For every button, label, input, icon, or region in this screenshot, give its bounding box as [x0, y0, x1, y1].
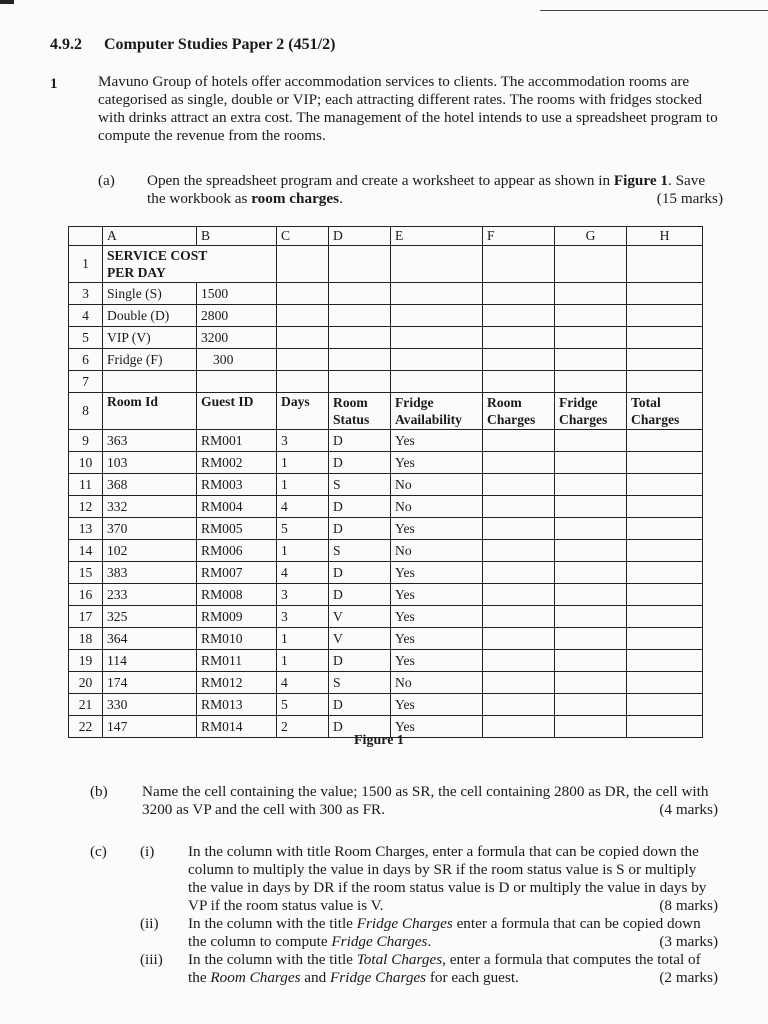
part-c-ii-marks: (3 marks) — [659, 933, 718, 950]
room-status: S — [329, 672, 391, 694]
row-number: 20 — [69, 672, 103, 694]
row-number: 1 — [69, 246, 103, 283]
room-id: 383 — [103, 562, 197, 584]
header-fridge-availability: Fridge Availability — [391, 393, 483, 430]
total-charges-cell — [627, 562, 703, 584]
room-charges-cell — [483, 452, 555, 474]
table-row — [69, 540, 703, 562]
empty-cell — [483, 246, 555, 283]
part-a-label: (a) — [98, 172, 115, 189]
header-room-status: Room Status — [329, 393, 391, 430]
guest-id: RM011 — [197, 650, 277, 672]
workbook-filename: room charges — [251, 190, 340, 207]
row-number: 10 — [69, 452, 103, 474]
table-row — [69, 628, 703, 650]
row-number: 4 — [69, 305, 103, 327]
empty-cell — [391, 327, 483, 349]
room-status: D — [329, 452, 391, 474]
part-c-ii-italic-2: Fridge Charges — [331, 933, 428, 950]
part-c-ii — [140, 915, 718, 951]
figure-reference: Figure 1 — [613, 172, 668, 189]
guest-id: RM006 — [197, 540, 277, 562]
row-number: 12 — [69, 496, 103, 518]
room-status: V — [329, 628, 391, 650]
fridge-availability: Yes — [391, 584, 483, 606]
header-days: Days — [277, 393, 329, 430]
fridge-charges-cell — [555, 518, 627, 540]
guest-id: RM014 — [197, 716, 277, 738]
row-number: 21 — [69, 694, 103, 716]
guest-id: RM013 — [197, 694, 277, 716]
empty-cell — [277, 371, 329, 393]
room-status: V — [329, 606, 391, 628]
part-c-i-body — [188, 843, 718, 915]
guest-id: RM008 — [197, 584, 277, 606]
row-number: 18 — [69, 628, 103, 650]
fridge-availability: Yes — [391, 452, 483, 474]
fridge-charges-cell — [555, 584, 627, 606]
total-charges-cell — [627, 540, 703, 562]
total-charges-cell — [627, 518, 703, 540]
room-id: 174 — [103, 672, 197, 694]
room-status: D — [329, 716, 391, 738]
fridge-charges-cell — [555, 430, 627, 452]
empty-cell — [391, 371, 483, 393]
part-c-i-marks: (8 marks) — [659, 897, 718, 914]
fridge-charges-cell — [555, 452, 627, 474]
empty-cell — [329, 305, 391, 327]
table-row — [69, 650, 703, 672]
days: 4 — [277, 562, 329, 584]
empty-cell — [555, 305, 627, 327]
part-c-iii-italic-1: Total Charges — [356, 951, 443, 968]
part-a-text-1: Open the spreadsheet program and create a worksheet to appear as shown in — [147, 172, 614, 189]
room-charges-cell — [483, 474, 555, 496]
total-charges-cell — [627, 452, 703, 474]
row-number: 15 — [69, 562, 103, 584]
part-c-iii-italic-2: Room Charges — [210, 969, 301, 986]
days: 3 — [277, 606, 329, 628]
empty-cell — [277, 246, 329, 283]
empty-row — [69, 371, 703, 393]
empty-cell — [277, 283, 329, 305]
days: 3 — [277, 584, 329, 606]
column-header: A — [103, 227, 197, 246]
header-room-charges: Room Charges — [483, 393, 555, 430]
fridge-charges-cell — [555, 540, 627, 562]
rate-label: VIP (V) — [103, 327, 197, 349]
empty-cell — [277, 349, 329, 371]
total-charges-cell — [627, 694, 703, 716]
room-status: D — [329, 650, 391, 672]
rate-value: 1500 — [197, 283, 277, 305]
row-number: 8 — [69, 393, 103, 430]
empty-cell — [555, 371, 627, 393]
part-b — [90, 783, 718, 819]
room-id: 363 — [103, 430, 197, 452]
room-charges-cell — [483, 540, 555, 562]
header-guest-id: Guest ID — [197, 393, 277, 430]
room-id: 332 — [103, 496, 197, 518]
empty-cell — [627, 349, 703, 371]
fridge-charges-cell — [555, 496, 627, 518]
spreadsheet-figure — [68, 226, 703, 738]
row-number: 3 — [69, 283, 103, 305]
room-id: 102 — [103, 540, 197, 562]
empty-cell — [391, 246, 483, 283]
empty-cell — [329, 246, 391, 283]
days: 5 — [277, 694, 329, 716]
part-b-label: (b) — [90, 783, 108, 800]
fridge-availability: No — [391, 540, 483, 562]
fridge-availability: Yes — [391, 430, 483, 452]
part-c-iii — [140, 951, 718, 987]
empty-cell — [483, 305, 555, 327]
part-c-iii-marks: (2 marks) — [659, 969, 718, 986]
rate-row — [69, 305, 703, 327]
room-status: D — [329, 496, 391, 518]
empty-cell — [329, 371, 391, 393]
empty-cell — [627, 305, 703, 327]
fridge-availability: Yes — [391, 650, 483, 672]
total-charges-cell — [627, 474, 703, 496]
room-id: 147 — [103, 716, 197, 738]
guest-id: RM004 — [197, 496, 277, 518]
room-charges-cell — [483, 672, 555, 694]
room-charges-cell — [483, 628, 555, 650]
room-status: S — [329, 540, 391, 562]
rate-row — [69, 283, 703, 305]
part-c-i-text: In the column with title Room Charges, enter a formula that can be copied down the column to multiply the value in days by SR if the room status value is S or multiply the value in days by DR if the room status value is D or multiply the value in days by VP if the room status value is V. — [188, 843, 707, 914]
column-header: F — [483, 227, 555, 246]
part-a — [98, 172, 723, 208]
title-row — [69, 246, 703, 283]
part-a-text-3: . — [339, 190, 343, 207]
fridge-availability: No — [391, 496, 483, 518]
days: 1 — [277, 628, 329, 650]
fridge-availability: Yes — [391, 628, 483, 650]
rate-label: Double (D) — [103, 305, 197, 327]
empty-cell — [483, 283, 555, 305]
room-id: 114 — [103, 650, 197, 672]
room-status: D — [329, 562, 391, 584]
empty-cell — [627, 327, 703, 349]
empty-cell — [483, 327, 555, 349]
row-number: 11 — [69, 474, 103, 496]
part-c-ii-body — [188, 915, 718, 951]
table-row — [69, 474, 703, 496]
fridge-availability: No — [391, 672, 483, 694]
table-row — [69, 452, 703, 474]
table-row — [69, 672, 703, 694]
days: 4 — [277, 496, 329, 518]
row-number: 6 — [69, 349, 103, 371]
room-status: D — [329, 430, 391, 452]
days: 4 — [277, 672, 329, 694]
row-number: 19 — [69, 650, 103, 672]
section-heading — [50, 36, 335, 54]
room-charges-cell — [483, 518, 555, 540]
guest-id: RM002 — [197, 452, 277, 474]
column-header: H — [627, 227, 703, 246]
question-number: 1 — [50, 76, 58, 92]
days: 1 — [277, 474, 329, 496]
table-row — [69, 606, 703, 628]
empty-cell — [555, 246, 627, 283]
fridge-charges-cell — [555, 562, 627, 584]
part-a-text — [147, 172, 723, 208]
total-charges-cell — [627, 650, 703, 672]
room-charges-cell — [483, 430, 555, 452]
room-id: 330 — [103, 694, 197, 716]
row-number: 7 — [69, 371, 103, 393]
part-a-text-2: . Save the workbook as — [147, 172, 706, 207]
empty-cell — [197, 371, 277, 393]
row-number: 14 — [69, 540, 103, 562]
fridge-availability: Yes — [391, 716, 483, 738]
row-number: 13 — [69, 518, 103, 540]
room-charges-cell — [483, 694, 555, 716]
part-b-text: Name the cell containing the value; 1500 as SR, the cell containing 2800 as DR, the cell with 3200 as VP and the cell with 300 as FR. — [142, 783, 709, 818]
days: 2 — [277, 716, 329, 738]
fridge-charges-cell — [555, 606, 627, 628]
fridge-availability: Yes — [391, 518, 483, 540]
room-status: D — [329, 518, 391, 540]
empty-cell — [329, 283, 391, 305]
empty-cell — [277, 327, 329, 349]
rate-row — [69, 349, 703, 371]
room-status: S — [329, 474, 391, 496]
table-row — [69, 518, 703, 540]
rate-value: 3200 — [197, 327, 277, 349]
column-header: C — [277, 227, 329, 246]
row-number: 5 — [69, 327, 103, 349]
guest-id: RM007 — [197, 562, 277, 584]
empty-cell — [483, 349, 555, 371]
header-fridge-charges: Fridge Charges — [555, 393, 627, 430]
paper-title: Computer Studies Paper 2 (451/2) — [104, 36, 336, 53]
room-id: 233 — [103, 584, 197, 606]
fridge-charges-cell — [555, 672, 627, 694]
days: 1 — [277, 650, 329, 672]
part-a-marks: (15 marks) — [656, 190, 723, 207]
header-total-charges: Total Charges — [627, 393, 703, 430]
guest-id: RM009 — [197, 606, 277, 628]
service-cost-title: SERVICE COST PER DAY — [103, 246, 277, 283]
guest-id: RM010 — [197, 628, 277, 650]
column-header: D — [329, 227, 391, 246]
part-c-ii-italic-1: Fridge Charges — [356, 915, 453, 932]
empty-cell — [483, 371, 555, 393]
table-row — [69, 584, 703, 606]
fridge-charges-cell — [555, 694, 627, 716]
part-c-iii-text-2: , enter a formula that computes the total of the — [188, 951, 701, 986]
days: 1 — [277, 540, 329, 562]
room-charges-cell — [483, 650, 555, 672]
empty-cell — [277, 305, 329, 327]
empty-cell — [391, 349, 483, 371]
column-header: G — [555, 227, 627, 246]
days: 5 — [277, 518, 329, 540]
fridge-charges-cell — [555, 628, 627, 650]
room-id: 368 — [103, 474, 197, 496]
top-rule — [540, 10, 768, 11]
empty-cell — [627, 246, 703, 283]
row-number: 17 — [69, 606, 103, 628]
part-c-i-label: (i) — [140, 843, 155, 860]
table-row — [69, 562, 703, 584]
empty-cell — [627, 283, 703, 305]
empty-cell — [329, 327, 391, 349]
fridge-charges-cell — [555, 716, 627, 738]
rate-label: Fridge (F) — [103, 349, 197, 371]
part-c-iii-text-4: for each guest. — [426, 969, 519, 986]
column-header: B — [197, 227, 277, 246]
room-id: 364 — [103, 628, 197, 650]
row-number: 16 — [69, 584, 103, 606]
row-number: 9 — [69, 430, 103, 452]
guest-id: RM005 — [197, 518, 277, 540]
table-row — [69, 496, 703, 518]
room-id: 325 — [103, 606, 197, 628]
table-row — [69, 694, 703, 716]
part-c-iii-italic-3: Fridge Charges — [330, 969, 427, 986]
total-charges-cell — [627, 430, 703, 452]
part-c-iii-label: (iii) — [140, 951, 163, 968]
table-header-row — [69, 393, 703, 430]
empty-cell — [103, 371, 197, 393]
room-id: 370 — [103, 518, 197, 540]
room-status: D — [329, 694, 391, 716]
empty-cell — [391, 305, 483, 327]
fridge-availability: Yes — [391, 694, 483, 716]
empty-cell — [555, 349, 627, 371]
fridge-availability: No — [391, 474, 483, 496]
total-charges-cell — [627, 606, 703, 628]
fridge-charges-cell — [555, 474, 627, 496]
room-id: 103 — [103, 452, 197, 474]
part-c — [90, 843, 718, 987]
empty-cell — [329, 349, 391, 371]
section-number: 4.9.2 — [50, 36, 82, 53]
part-c-iii-body — [188, 951, 718, 987]
days: 3 — [277, 430, 329, 452]
total-charges-cell — [627, 672, 703, 694]
part-c-iii-text-3: and — [300, 969, 331, 986]
empty-cell — [391, 283, 483, 305]
fridge-availability: Yes — [391, 606, 483, 628]
question-intro: Mavuno Group of hotels offer accommodation services to clients. The accommodation rooms are categorised as single, double or VIP; each attracting different rates. The rooms with fridges stocked with drinks attract an extra cost. The management of the hotel intends to use a spreadsheet program to compute the revenue from the rooms. — [98, 73, 718, 144]
rate-label: Single (S) — [103, 283, 197, 305]
total-charges-cell — [627, 584, 703, 606]
row-number: 22 — [69, 716, 103, 738]
room-charges-cell — [483, 584, 555, 606]
total-charges-cell — [627, 628, 703, 650]
room-charges-cell — [483, 496, 555, 518]
scan-edge-mark — [0, 0, 14, 4]
days: 1 — [277, 452, 329, 474]
figure-caption: Figure 1 — [354, 733, 404, 748]
corner-cell — [69, 227, 103, 246]
part-b-body — [142, 783, 718, 819]
part-c-i — [140, 843, 718, 915]
part-c-ii-text-2: enter a formula that can be copied down the column to compute — [188, 915, 701, 950]
part-b-marks: (4 marks) — [659, 801, 718, 818]
table-row — [69, 430, 703, 452]
empty-cell — [627, 371, 703, 393]
empty-cell — [555, 283, 627, 305]
column-header-row — [69, 227, 703, 246]
empty-cell — [555, 327, 627, 349]
rate-value: 2800 — [197, 305, 277, 327]
part-c-label: (c) — [90, 843, 107, 860]
rate-value: 300 — [197, 349, 277, 371]
fridge-availability: Yes — [391, 562, 483, 584]
room-charges-cell — [483, 562, 555, 584]
guest-id: RM001 — [197, 430, 277, 452]
room-status: D — [329, 584, 391, 606]
part-c-ii-text-1: In the column with the title — [188, 915, 357, 932]
room-charges-cell — [483, 716, 555, 738]
part-c-ii-text-3: . — [427, 933, 432, 950]
total-charges-cell — [627, 716, 703, 738]
room-charges-cell — [483, 606, 555, 628]
fridge-charges-cell — [555, 650, 627, 672]
header-room-id: Room Id — [103, 393, 197, 430]
rate-row — [69, 327, 703, 349]
part-c-ii-label: (ii) — [140, 915, 159, 932]
column-header: E — [391, 227, 483, 246]
total-charges-cell — [627, 496, 703, 518]
guest-id: RM012 — [197, 672, 277, 694]
guest-id: RM003 — [197, 474, 277, 496]
part-c-iii-text-1: In the column with the title — [188, 951, 357, 968]
